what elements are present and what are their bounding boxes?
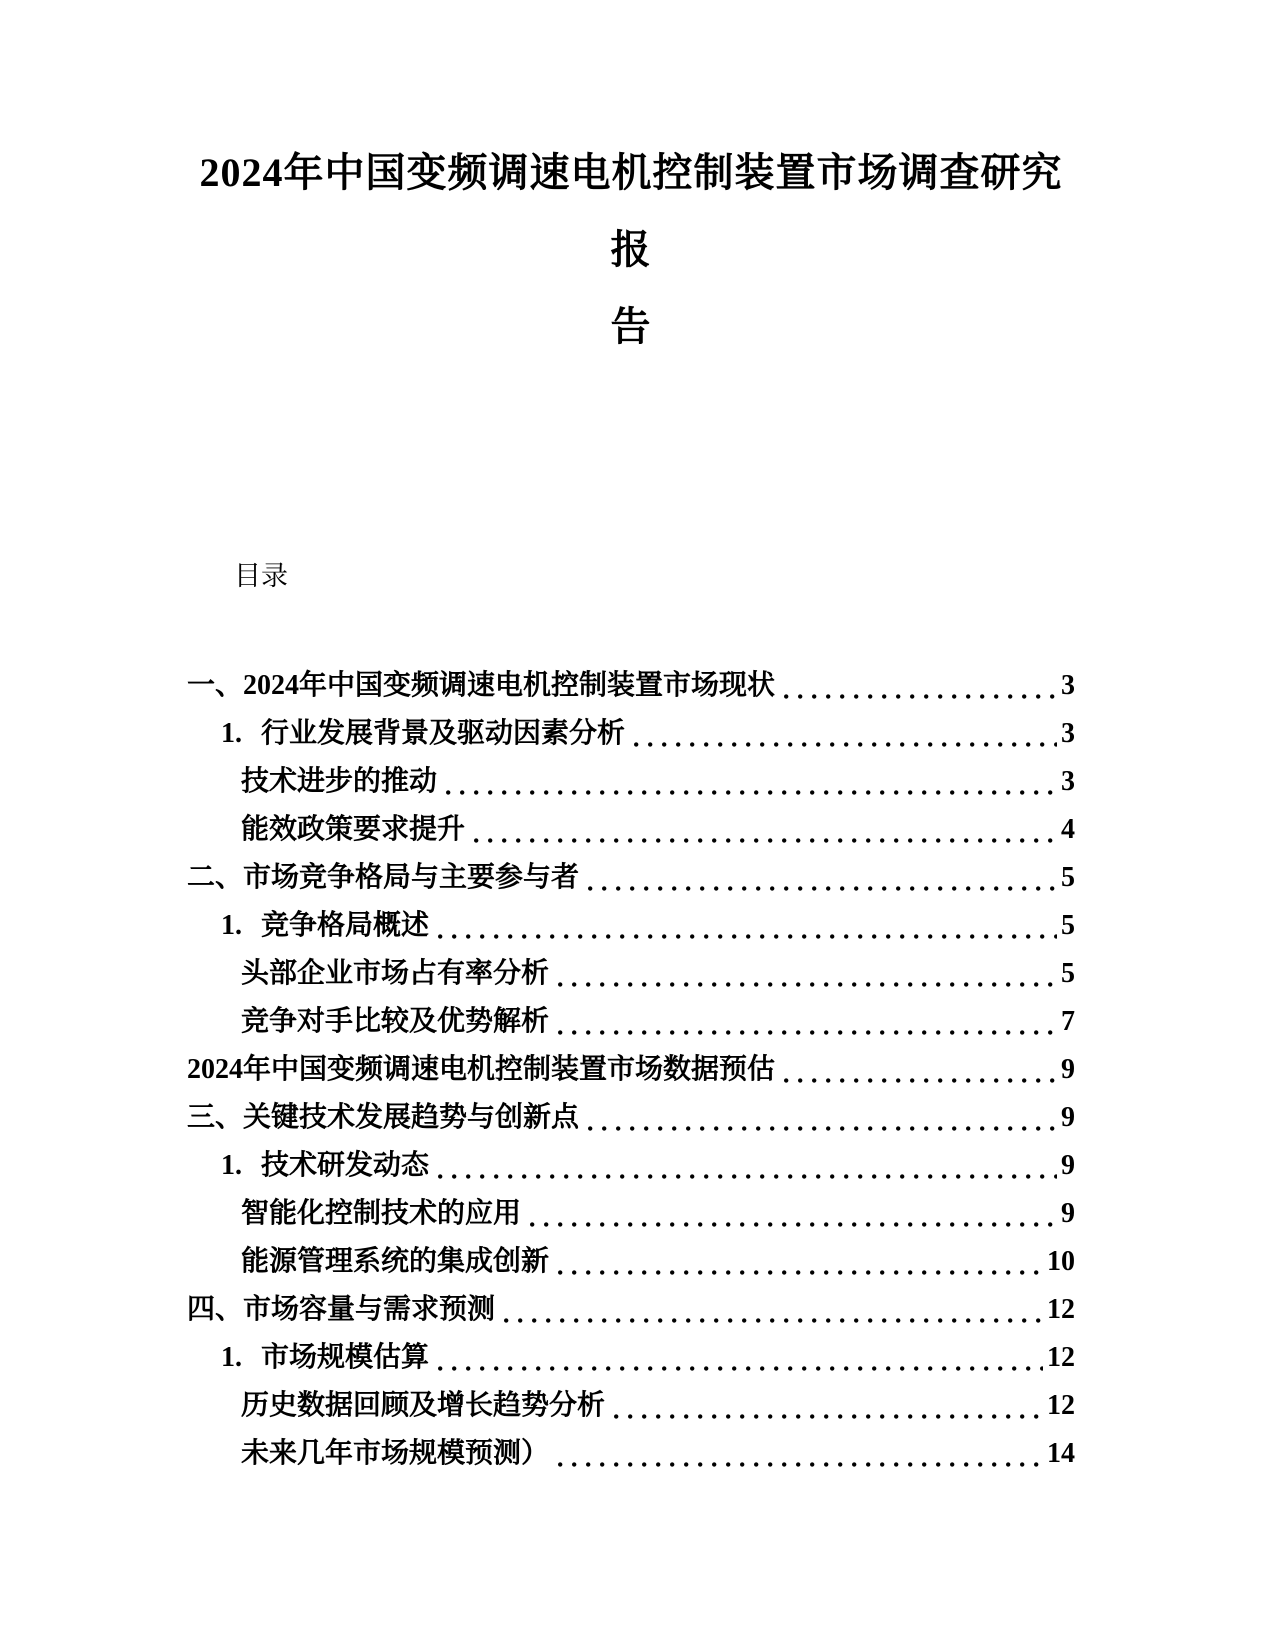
toc-entry-page-number: 12 <box>1047 1294 1075 1325</box>
toc-dot-leader <box>434 1142 1059 1190</box>
toc-entry[interactable] <box>187 950 1075 998</box>
toc-entry[interactable] <box>187 1142 1075 1190</box>
toc-entry-label: 市场规模估算 <box>261 1342 430 1373</box>
toc-entry-label: 技术研发动态 <box>261 1150 430 1181</box>
toc-entry-page-number: 14 <box>1047 1438 1075 1469</box>
toc-entry[interactable] <box>187 1334 1075 1382</box>
toc-entry-label: 能源管理系统的集成创新 <box>241 1246 550 1277</box>
toc-entry[interactable] <box>187 1190 1075 1238</box>
toc-entry-page-number: 3 <box>1061 718 1075 749</box>
toc-dot-leader <box>584 1094 1059 1142</box>
toc-entry-page-number: 9 <box>1061 1150 1075 1181</box>
toc-dot-leader <box>470 806 1059 854</box>
toc-entry-label: 未来几年市场规模预测） <box>241 1438 550 1469</box>
report-title-line2: 告 <box>610 304 652 349</box>
toc-entry-page-number: 5 <box>1061 958 1075 989</box>
toc-dot-leader <box>630 710 1059 758</box>
toc-dot-leader <box>554 1430 1045 1478</box>
toc-entry-page-number: 3 <box>1061 766 1075 797</box>
toc-entry[interactable] <box>187 1094 1075 1142</box>
toc-entry-label: 四、市场容量与需求预测 <box>187 1294 496 1325</box>
toc-entry[interactable] <box>187 854 1075 902</box>
toc-dot-leader <box>554 1238 1045 1286</box>
toc-dot-leader <box>500 1286 1045 1334</box>
table-of-contents <box>187 662 1075 1478</box>
toc-entry[interactable] <box>187 806 1075 854</box>
toc-dot-leader <box>554 950 1059 998</box>
toc-entry-label: 技术进步的推动 <box>241 766 438 797</box>
toc-entry-label: 竞争格局概述 <box>261 910 430 941</box>
report-title-line1: 2024年中国变频调速电机控制装置市场调查研究报 <box>199 150 1063 272</box>
toc-entry-label: 三、关键技术发展趋势与创新点 <box>187 1102 580 1133</box>
toc-dot-leader <box>442 758 1059 806</box>
toc-entry-page-number: 9 <box>1061 1054 1075 1085</box>
report-title <box>187 134 1075 365</box>
toc-entry-label: 历史数据回顾及增长趋势分析 <box>241 1390 606 1421</box>
toc-entry-page-number: 12 <box>1047 1342 1075 1373</box>
toc-entry-number: 1. <box>221 910 242 941</box>
toc-entry-page-number: 10 <box>1047 1246 1075 1277</box>
toc-entry[interactable] <box>187 758 1075 806</box>
toc-dot-leader <box>526 1190 1059 1238</box>
toc-entry[interactable] <box>187 902 1075 950</box>
toc-dot-leader <box>434 902 1059 950</box>
toc-dot-leader <box>554 998 1059 1046</box>
toc-entry-label: 2024年中国变频调速电机控制装置市场数据预估 <box>187 1054 776 1085</box>
toc-entry-page-number: 5 <box>1061 910 1075 941</box>
toc-heading: 目录 <box>234 561 288 591</box>
toc-dot-leader <box>780 662 1059 710</box>
toc-entry[interactable] <box>187 1382 1075 1430</box>
toc-entry-page-number: 7 <box>1061 1006 1075 1037</box>
toc-entry-label: 智能化控制技术的应用 <box>241 1198 522 1229</box>
toc-entry-number: 1. <box>221 1342 242 1373</box>
toc-entry[interactable] <box>187 1286 1075 1334</box>
toc-entry-label: 二、市场竞争格局与主要参与者 <box>187 862 580 893</box>
toc-entry-page-number: 12 <box>1047 1390 1075 1421</box>
toc-entry-page-number: 4 <box>1061 814 1075 845</box>
toc-entry-label: 头部企业市场占有率分析 <box>241 958 550 989</box>
toc-entry[interactable] <box>187 662 1075 710</box>
toc-entry[interactable] <box>187 1046 1075 1094</box>
toc-entry-page-number: 5 <box>1061 862 1075 893</box>
toc-entry[interactable] <box>187 710 1075 758</box>
toc-entry-number: 1. <box>221 1150 242 1181</box>
toc-dot-leader <box>434 1334 1045 1382</box>
toc-entry-label: 竞争对手比较及优势解析 <box>241 1006 550 1037</box>
toc-dot-leader <box>780 1046 1059 1094</box>
toc-entry-page-number: 9 <box>1061 1102 1075 1133</box>
toc-entry-page-number: 9 <box>1061 1198 1075 1229</box>
toc-entry-page-number: 3 <box>1061 670 1075 701</box>
toc-dot-leader <box>610 1382 1045 1430</box>
toc-entry[interactable] <box>187 1430 1075 1478</box>
toc-entry[interactable] <box>187 1238 1075 1286</box>
toc-entry-label: 行业发展背景及驱动因素分析 <box>261 718 626 749</box>
toc-entry-number: 1. <box>221 718 242 749</box>
toc-entry-label: 能效政策要求提升 <box>241 814 466 845</box>
toc-entry-label: 一、2024年中国变频调速电机控制装置市场现状 <box>187 670 776 701</box>
toc-entry[interactable] <box>187 998 1075 1046</box>
toc-dot-leader <box>584 854 1059 902</box>
